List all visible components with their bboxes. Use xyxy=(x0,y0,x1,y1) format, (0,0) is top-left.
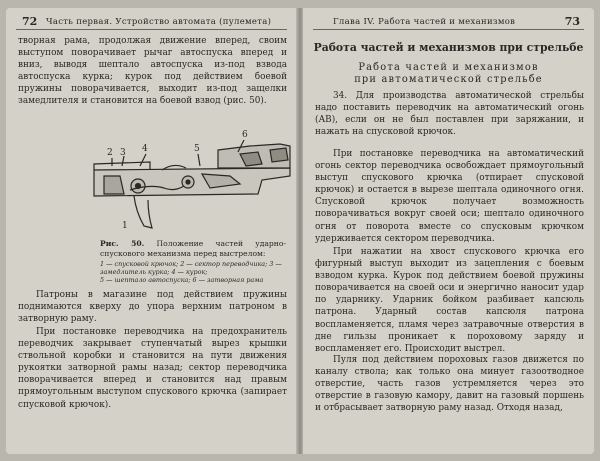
left-para-top: творная рама, продолжая движение вперед, своим выступом поворачивает рычаг автоспуска вперед и вниз, выводя шептало автоспуска из-под взвода автоспуска курка; курок под действием боевой пружины поворачивается, выходит из-под защелки замедлителя и становится на боевой взвод (рис. 50). xyxy=(18,36,287,107)
running-head: Часть первая. Устройство автомата (пулемета) xyxy=(46,17,272,27)
figure-label: 3 xyxy=(120,148,126,158)
right-para-1: 34. Для производства автоматической стрельбы надо поставить переводчик на автоматический огонь (АВ), если он не был поставлен при заряжании, и нажать на спусковой крючок. xyxy=(315,91,584,138)
figure-caption: Рис. 50. Положение частей ударно-спускового механизма перед выстрелом: xyxy=(100,239,286,258)
running-head: Глава IV. Работа частей и механизмов xyxy=(333,17,516,27)
figure-label: 6 xyxy=(242,130,248,140)
right-para-4: Пуля под действием пороховых газов движется по каналу ствола; как только она минует газоотводное отверстие, часть газов устремляется через это отверстие в газовую камору, давит на газовый поршень и отбрасывает затворную раму назад. Отходя назад, xyxy=(315,355,584,414)
figure-legend: 1 — спусковой крючок; 2 — сектор переводчика; 3 — замедлитель курка; 4 — курок; 5 — шептало автоспуска; 6 — затворная рама xyxy=(100,260,282,285)
page-number: 73 xyxy=(564,15,580,28)
subsection-heading: Работа частей и механизмов при автоматической стрельбе xyxy=(354,62,543,85)
figure-label: 4 xyxy=(142,144,148,154)
left-page xyxy=(6,8,297,454)
left-page-header xyxy=(16,15,287,30)
page-number: 72 xyxy=(22,15,38,28)
right-para-3: При нажатии на хвост спускового крючка его фигурный выступ выходит из зацепления с боевым взводом курка. Курок под действием боевой пружины поворачивается на своей оси и энергично наносит удар по ударнику. Ударник бойком разбивает капсюль патрона. Ударный состав капсюля патрона воспламеняется, пламя через затравочные отверстия в дне гильзы проникает к пороховому заряду и воспламеняет его. Происходит выстрел. xyxy=(315,247,584,354)
mechanism-figure xyxy=(90,124,295,239)
right-para-2: При постановке переводчика на автоматический огонь сектор переводчика освобождает прямоугольный выступ спускового крючка (отпирает спусковой крючок) и остается в вырезе шептала одиночного огня. Спусковой крючок получает возможность поворачиваться вокруг своей оси; шептало одиночного огня от поворота вместе со спусковым крючком удерживается сектором переводчика. xyxy=(315,149,584,244)
figure-label: 1 xyxy=(122,221,128,231)
left-para-mid: Патроны в магазине под действием пружины поднимаются кверху до упора верхним патроном в затворную раму. xyxy=(18,290,287,325)
right-page-header xyxy=(313,15,584,30)
figure-label: 5 xyxy=(194,144,200,154)
left-para-bottom: При постановке переводчика на предохранитель переводчик закрывает ступенчатый вырез крышки ствольной коробки и становится на пути движения рукоятки затворной рамы назад; сектор переводчика поворачивается вперед и становится над правым прямоугольным выступом спускового крючка (запирает спусковой крючок). xyxy=(18,327,287,410)
figure-label: 2 xyxy=(107,148,113,158)
right-page xyxy=(303,8,594,454)
section-heading: Работа частей и механизмов при стрельбе xyxy=(313,41,584,54)
